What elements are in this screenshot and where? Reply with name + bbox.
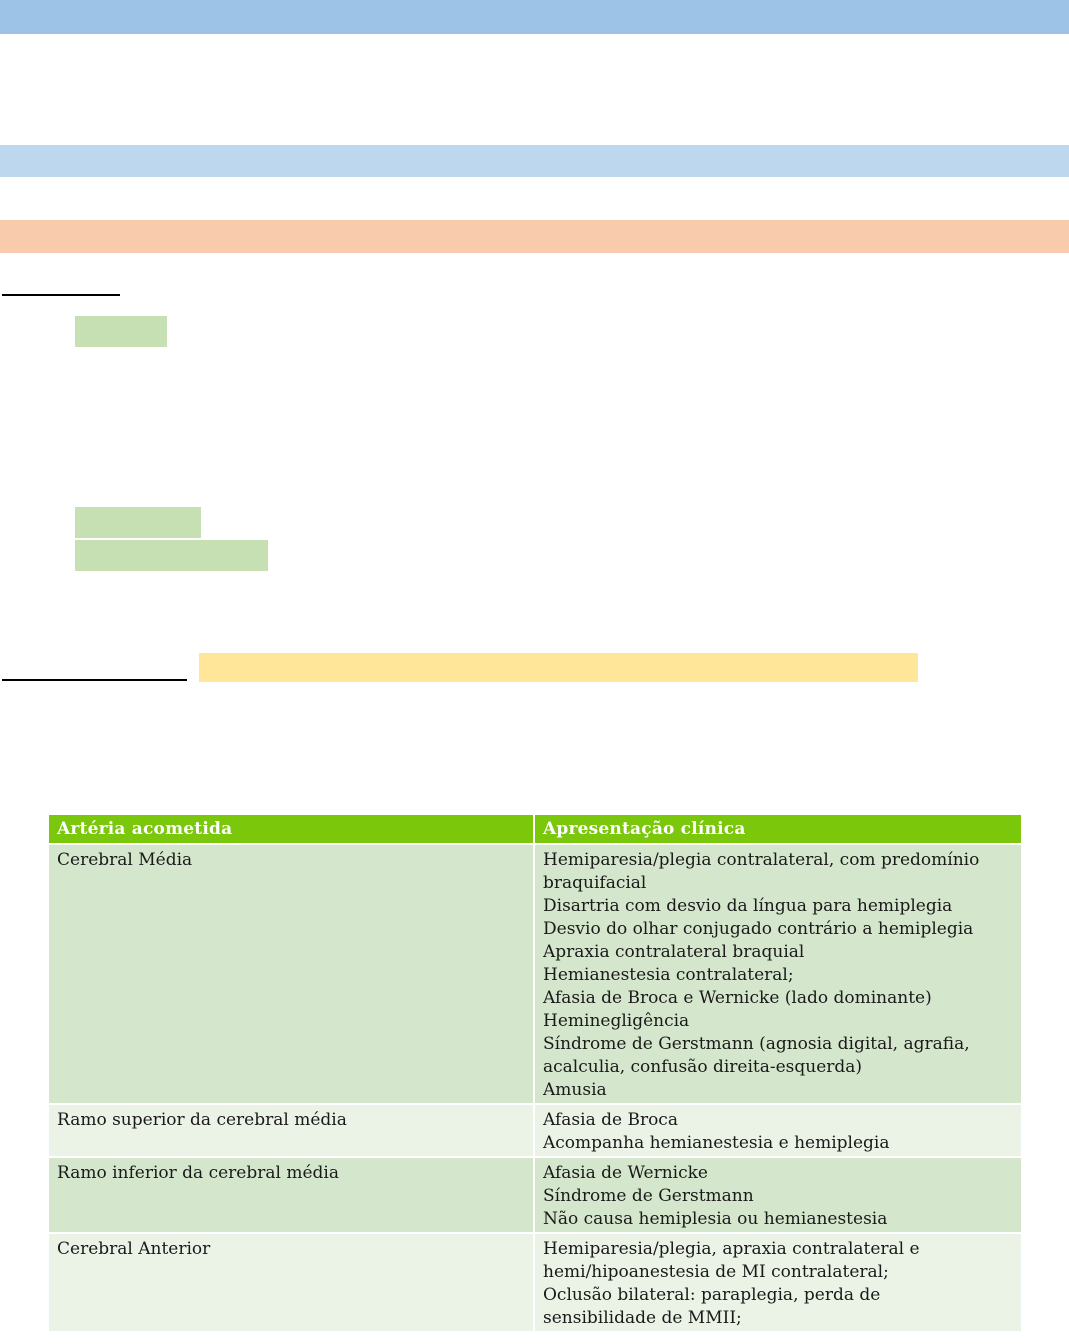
presentation-line: acalculia, confusão direita-esquerda) xyxy=(543,1057,863,1077)
table-row xyxy=(49,1104,1021,1157)
presentation-cell xyxy=(534,844,1021,1104)
presentation-line: Apraxia contralateral braquial xyxy=(543,942,805,962)
table-row xyxy=(49,844,1021,1104)
artery-cell: Ramo inferior da cerebral média xyxy=(49,1157,534,1233)
subtitle-band xyxy=(0,145,1069,177)
table-header-row xyxy=(49,815,1021,844)
presentation-line: Síndrome de Gerstmann xyxy=(543,1186,754,1206)
highlighted-sentence xyxy=(199,653,918,682)
presentation-line: Afasia de Broca e Wernicke (lado dominante) xyxy=(543,988,932,1008)
section-heading-underline xyxy=(2,679,187,681)
presentation-line: Não causa hemiplesia ou hemianestesia xyxy=(543,1209,888,1229)
highlighted-term xyxy=(75,540,268,571)
presentation-cell xyxy=(534,1157,1021,1233)
presentation-line: sensibilidade de MMII; xyxy=(543,1308,742,1328)
presentation-line: Hemiparesia/plegia, apraxia contralateral e xyxy=(543,1239,920,1259)
presentation-line: Acompanha hemianestesia e hemiplegia xyxy=(543,1133,890,1153)
table-body xyxy=(49,844,1021,1331)
section-heading-underline xyxy=(2,294,120,296)
title-band xyxy=(0,0,1069,34)
presentation-line: braquifacial xyxy=(543,873,647,893)
presentation-line: Oclusão bilateral: paraplegia, perda de xyxy=(543,1285,881,1305)
artery-cell: Cerebral Anterior xyxy=(49,1233,534,1331)
presentation-line: Afasia de Broca xyxy=(543,1110,678,1130)
highlighted-term xyxy=(75,316,167,347)
presentation-line: Hemiparesia/plegia contralateral, com predomínio xyxy=(543,850,980,870)
presentation-line: Hemianestesia contralateral; xyxy=(543,965,794,985)
table-row xyxy=(49,1157,1021,1233)
column-header-artery: Artéria acometida xyxy=(49,815,534,844)
table-row xyxy=(49,1233,1021,1331)
presentation-line: Disartria com desvio da língua para hemiplegia xyxy=(543,896,953,916)
presentation-line: Afasia de Wernicke xyxy=(543,1163,708,1183)
column-header-presentation: Apresentação clínica xyxy=(534,815,1021,844)
presentation-line: Síndrome de Gerstmann (agnosia digital, agrafia, xyxy=(543,1034,970,1054)
presentation-cell xyxy=(534,1104,1021,1157)
presentation-line: hemi/hipoanestesia de MI contralateral; xyxy=(543,1262,889,1282)
clinical-table xyxy=(49,815,1021,1331)
presentation-cell xyxy=(534,1233,1021,1331)
section-band xyxy=(0,220,1069,253)
presentation-line: Desvio do olhar conjugado contrário a hemiplegia xyxy=(543,919,974,939)
artery-cell: Ramo superior da cerebral média xyxy=(49,1104,534,1157)
presentation-line: Heminegligência xyxy=(543,1011,690,1031)
highlighted-term xyxy=(75,507,201,538)
artery-cell: Cerebral Média xyxy=(49,844,534,1104)
presentation-line: Amusia xyxy=(543,1080,607,1100)
